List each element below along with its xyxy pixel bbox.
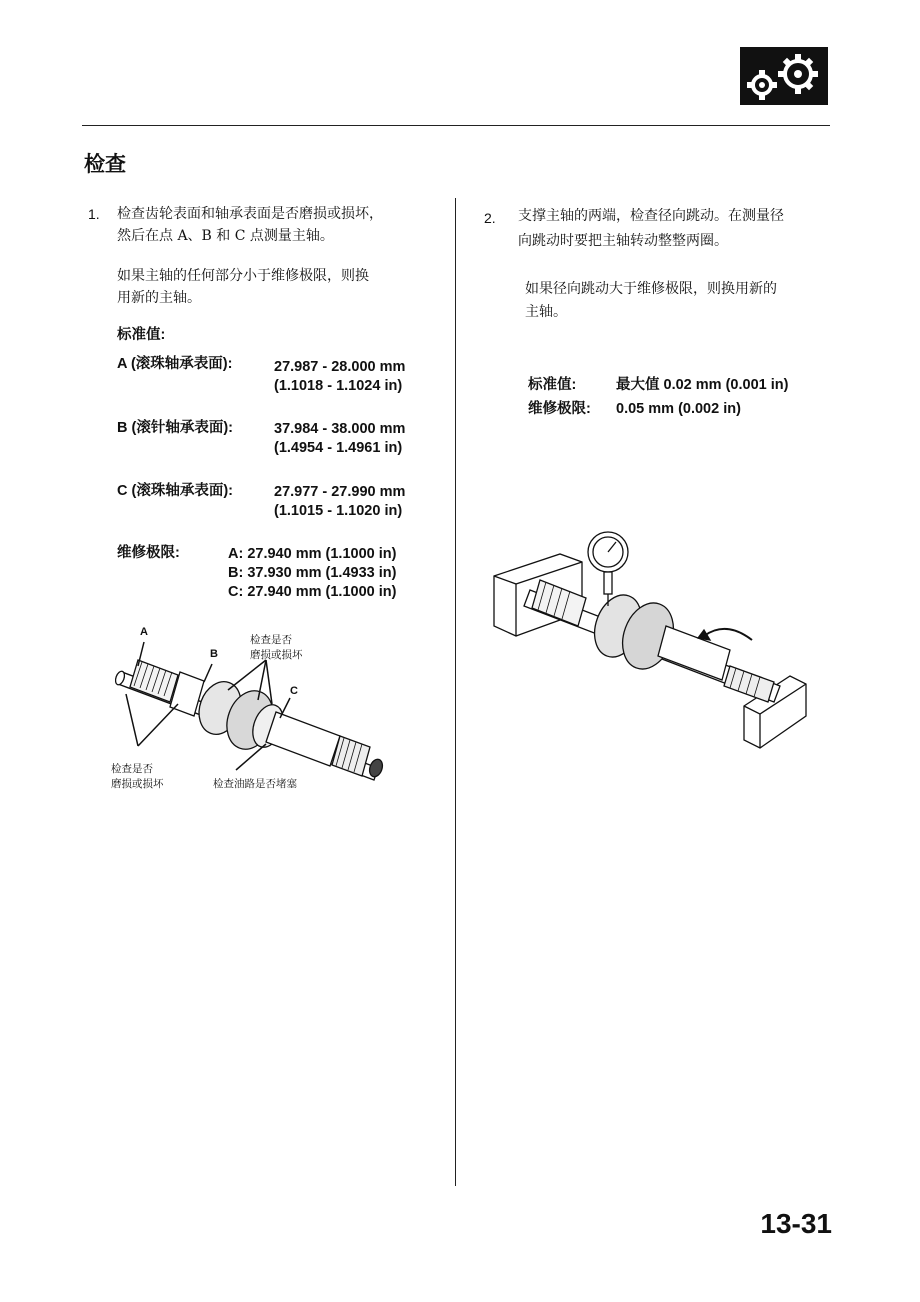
step1-note-line2: 用新的主轴。 (117, 290, 201, 306)
step2-text-line1: 支撑主轴的两端，检查径向跳动。在测量径 (518, 208, 784, 224)
runout-limit-value: 0.05 mm (0.002 in) (616, 401, 741, 417)
step-number: 2. (484, 210, 496, 226)
runout-standard-value: 最大值 0.02 mm (0.001 in) (616, 377, 789, 393)
figure-label-c: C (290, 685, 298, 697)
spec-a-mm: 27.987 - 28.000 mm (274, 359, 406, 375)
page-number: 13-31 (760, 1208, 832, 1239)
step1-note-line1: 如果主轴的任何部分小于维修极限，则换 (117, 268, 369, 284)
spec-a-inch: (1.1018 - 1.1024 in) (274, 378, 403, 394)
step2-note-line1: 如果径向跳动大于维修极限，则换用新的 (525, 281, 777, 297)
callout-left-line1: 检查是否 (111, 763, 153, 775)
spec-b-label: B (滚针轴承表面): (117, 420, 233, 436)
gear-icon (740, 47, 828, 105)
service-limit-label: 维修极限: (117, 545, 180, 561)
spec-a-label: A (滚珠轴承表面): (117, 356, 233, 372)
service-limit-b: B: 37.930 mm (1.4933 in) (228, 565, 397, 581)
spec-b-inch: (1.4954 - 1.4961 in) (274, 440, 403, 456)
step2-note-line2: 主轴。 (525, 304, 567, 320)
spec-b-mm: 37.984 - 38.000 mm (274, 421, 406, 437)
callout-left-line2: 磨损或损坏 (111, 778, 164, 790)
step1-text-line2: 然后在点 A、B 和 C 点测量主轴。 (117, 228, 334, 244)
spec-c-mm: 27.977 - 27.990 mm (274, 484, 406, 500)
service-limit-a: A: 27.940 mm (1.1000 in) (228, 546, 397, 562)
section-title: 检查 (84, 152, 126, 176)
spec-c-inch: (1.1015 - 1.1020 in) (274, 503, 403, 519)
step-number: 1. (88, 206, 100, 222)
figure-label-b: B (210, 648, 218, 660)
column-divider (455, 198, 456, 1186)
callout-oil: 检查油路是否堵塞 (213, 778, 297, 790)
runout-limit-label: 维修极限: (528, 401, 591, 417)
step1-text-line1: 检查齿轮表面和轴承表面是否磨损或损坏， (117, 206, 383, 222)
step2-text-line2: 向跳动时要把主轴转动整整两圈。 (518, 233, 728, 249)
header-rule (82, 125, 830, 126)
runout-standard-label: 标准值: (528, 377, 577, 393)
standard-label: 标准值: (117, 327, 166, 343)
callout-top-line2: 磨损或损坏 (250, 649, 303, 661)
service-limit-c: C: 27.940 mm (1.1000 in) (228, 584, 397, 600)
callout-top-line1: 检查是否 (250, 634, 292, 646)
spec-c-label: C (滚珠轴承表面): (117, 483, 233, 499)
runout-check-diagram (490, 526, 810, 758)
figure-label-a: A (140, 626, 148, 638)
